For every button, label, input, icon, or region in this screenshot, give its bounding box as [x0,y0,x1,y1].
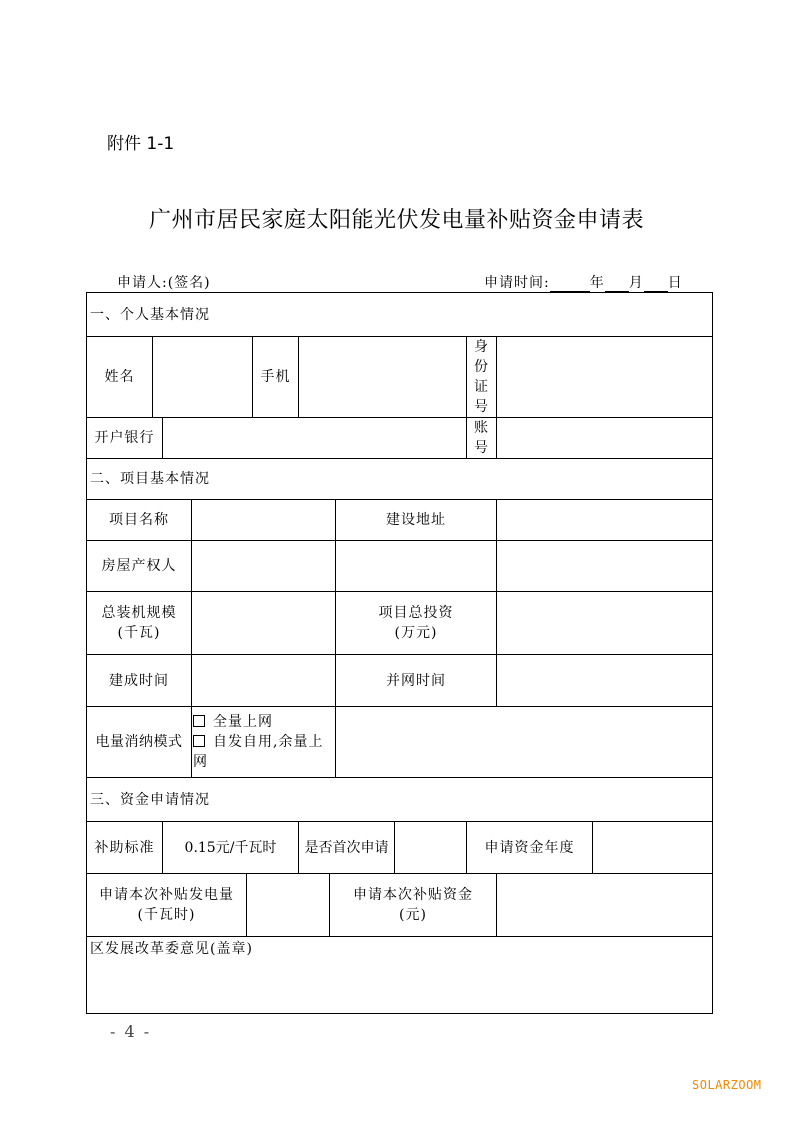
id-card-label: 身份证号 [467,337,497,418]
built-time-label: 建成时间 [87,655,192,707]
investment-label-line2: (万元) [394,625,438,641]
power-label-line1: 申请本次补贴发电量 [99,887,234,903]
grid-time-label: 并网时间 [336,655,497,707]
first-apply-input[interactable] [395,822,467,874]
option-full-grid-label: 全量上网 [213,714,273,730]
bank-input[interactable] [163,418,467,459]
capacity-input[interactable] [192,592,336,655]
solarzoom-watermark: SOLARZOOM [692,1078,762,1092]
phone-label: 手机 [253,337,299,418]
subsidy-standard-value: 0.15元/千瓦时 [163,822,299,874]
project-name-input[interactable] [192,500,336,541]
funding-year-label: 申请资金年度 [467,822,593,874]
power-label-line2: (千瓦时) [137,907,196,923]
first-apply-label: 是否首次申请 [299,822,395,874]
account-input[interactable] [497,418,713,459]
year-label: 年 [589,275,605,291]
address-input[interactable] [497,500,713,541]
investment-label [336,592,497,655]
section-personal-heading: 一、个人基本情况 [87,293,713,337]
day-blank[interactable] [644,277,668,292]
built-time-input[interactable] [192,655,336,707]
address-label: 建设地址 [336,500,497,541]
funding-year-input[interactable] [593,822,713,874]
owner-blank-cell[interactable] [336,541,497,592]
id-card-input[interactable] [497,337,713,418]
option-self-use-label: 自发自用,余量上网 [193,734,324,770]
year-blank[interactable] [550,277,590,292]
account-label: 账号 [467,418,497,459]
form-title: 广州市居民家庭太阳能光伏发电量补贴资金申请表 [148,208,644,233]
funds-input[interactable] [497,874,713,937]
power-label [87,874,247,937]
capacity-label-line2: (千瓦) [117,625,161,641]
power-input[interactable] [247,874,330,937]
subsidy-standard-label: 补助标准 [87,822,163,874]
owner-extra-input[interactable] [497,541,713,592]
phone-input[interactable] [299,337,467,418]
owner-label: 房屋产权人 [87,541,192,592]
month-blank[interactable] [605,277,629,292]
funds-label [330,874,497,937]
section-project-heading: 二、项目基本情况 [87,459,713,500]
consumption-mode-options [192,707,336,778]
name-input[interactable] [153,337,253,418]
consumption-mode-label: 电量消纳模式 [87,707,192,778]
day-label: 日 [667,275,683,291]
funds-label-line1: 申请本次补贴资金 [353,887,473,903]
checkbox-icon[interactable] [193,735,205,747]
checkbox-icon[interactable] [193,715,205,727]
page-number: - 4 - [110,1022,152,1041]
month-label: 月 [628,275,644,291]
apply-time-label: 申请时间: [484,275,550,291]
investment-input[interactable] [497,592,713,655]
investment-label-line1: 项目总投资 [378,605,454,621]
option-self-use[interactable] [193,732,334,772]
owner-input[interactable] [192,541,336,592]
apply-time-field [484,272,683,292]
consumption-mode-notes[interactable] [336,707,713,778]
applicant-signature-label: 申请人:(签名) [117,275,211,291]
section-funding-heading: 三、资金申请情况 [87,778,713,822]
project-name-label: 项目名称 [87,500,192,541]
attachment-label: 附件 1-1 [107,134,175,154]
option-full-grid[interactable] [193,712,334,732]
capacity-label-line1: 总装机规模 [101,605,177,621]
name-label: 姓名 [87,337,153,418]
grid-time-input[interactable] [497,655,713,707]
district-opinion-cell[interactable] [87,937,713,1014]
district-opinion-label: 区发展改革委意见(盖章) [90,941,253,957]
bank-label: 开户银行 [87,418,163,459]
funds-label-line2: (元) [399,907,427,923]
capacity-label [87,592,192,655]
application-form-table [86,292,713,1014]
